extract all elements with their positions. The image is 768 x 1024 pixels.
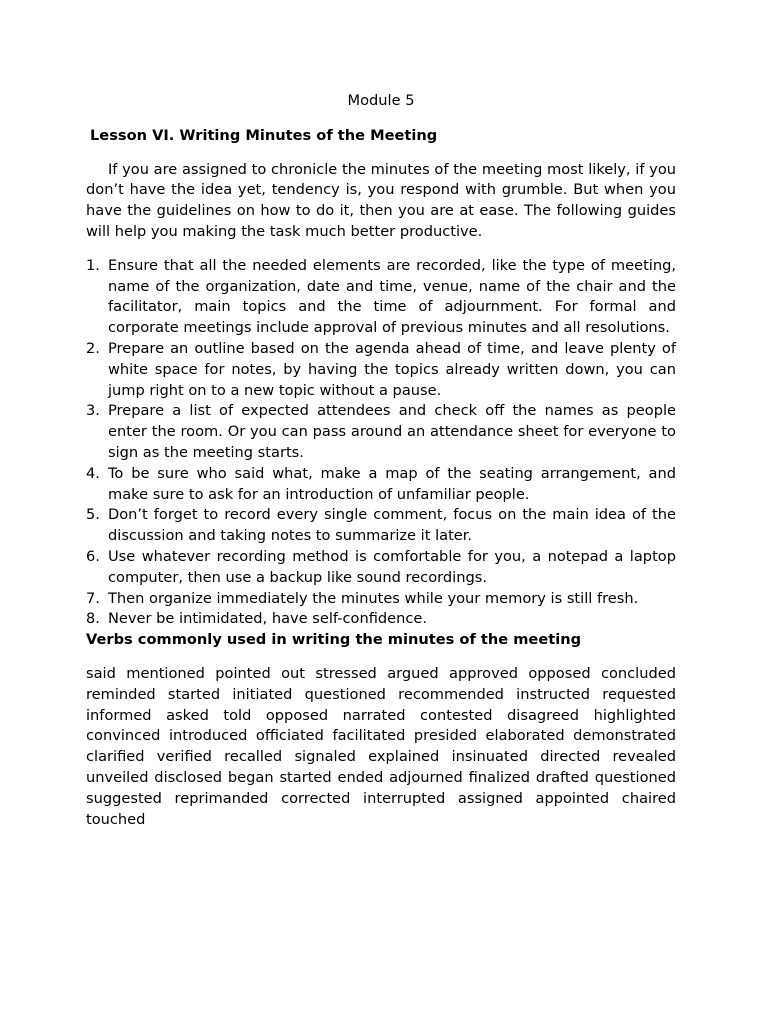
list-item <box>86 589 676 610</box>
module-title: Module 5 <box>347 92 415 109</box>
verbs-list: said mentioned pointed out stressed argued approved opposed concluded reminded started initiated questioned recommended instructed requested informed asked told opposed narrated contested disagreed highlighted convinced introduced officiated facilitated presided elaborated demonstrated clarified verified recalled signaled explained insinuated directed revealed unveiled disclosed began started ended adjourned finalized drafted questioned suggested reprimanded corrected interrupted assigned appointed chaired touched <box>86 664 676 828</box>
document-content <box>86 91 676 830</box>
list-item-number: 8. <box>86 610 100 628</box>
lesson-title: Lesson VI. Writing Minutes of the Meeting <box>90 126 438 144</box>
list-item-text: Ensure that all the needed elements are recorded, like the type of meeting, name of the organization, date and time, venue, name of the chair and the facilitator, main topics and the time of adjournment. For formal and corporate meetings include approval of previous minutes and all resolutions. <box>108 256 676 337</box>
list-item-text: To be sure who said what, make a map of the seating arrangement, and make sure to ask for an introduction of unfamiliar people. <box>108 464 676 503</box>
intro-paragraph: If you are assigned to chronicle the minutes of the meeting most likely, if you don’t have the idea yet, tendency is, you respond with grumble. But when you have the guidelines on how to do it, then you are at ease. The following guides will help you making the task much better productive. <box>86 160 676 240</box>
list-item-number: 6. <box>86 547 100 565</box>
list-item <box>86 464 676 506</box>
list-item-number: 7. <box>86 589 100 607</box>
list-item-text: Prepare a list of expected attendees and check off the names as people enter the room. Or you can pass around an attendance sheet for everyone to sign as the meeting starts. <box>108 402 676 461</box>
list-item-number: 2. <box>86 339 100 357</box>
verbs-heading: Verbs commonly used in writing the minutes of the meeting <box>86 631 582 649</box>
list-item-number: 4. <box>86 464 100 482</box>
list-item <box>86 505 676 547</box>
list-item <box>86 609 676 630</box>
list-item-text: Prepare an outline based on the agenda ahead of time, and leave plenty of white space for notes, by having the topics already written down, you can jump right on to a new topic without a pause. <box>108 339 676 399</box>
list-item <box>86 547 676 589</box>
list-item-text: Never be intimidated, have self-confidence. <box>108 610 428 628</box>
list-item-number: 5. <box>86 506 100 524</box>
list-item <box>86 339 676 401</box>
list-item-text: Don’t forget to record every single comment, focus on the main idea of the discussion and taking notes to summarize it later. <box>108 506 676 545</box>
list-item <box>86 256 676 339</box>
guides-list <box>86 256 676 630</box>
list-item-number: 3. <box>86 402 100 420</box>
list-item <box>86 401 676 463</box>
list-item-text: Then organize immediately the minutes while your memory is still fresh. <box>108 589 639 607</box>
list-item-number: 1. <box>86 256 100 274</box>
list-item-text: Use whatever recording method is comfortable for you, a notepad a laptop computer, then use a backup like sound recordings. <box>108 547 676 586</box>
